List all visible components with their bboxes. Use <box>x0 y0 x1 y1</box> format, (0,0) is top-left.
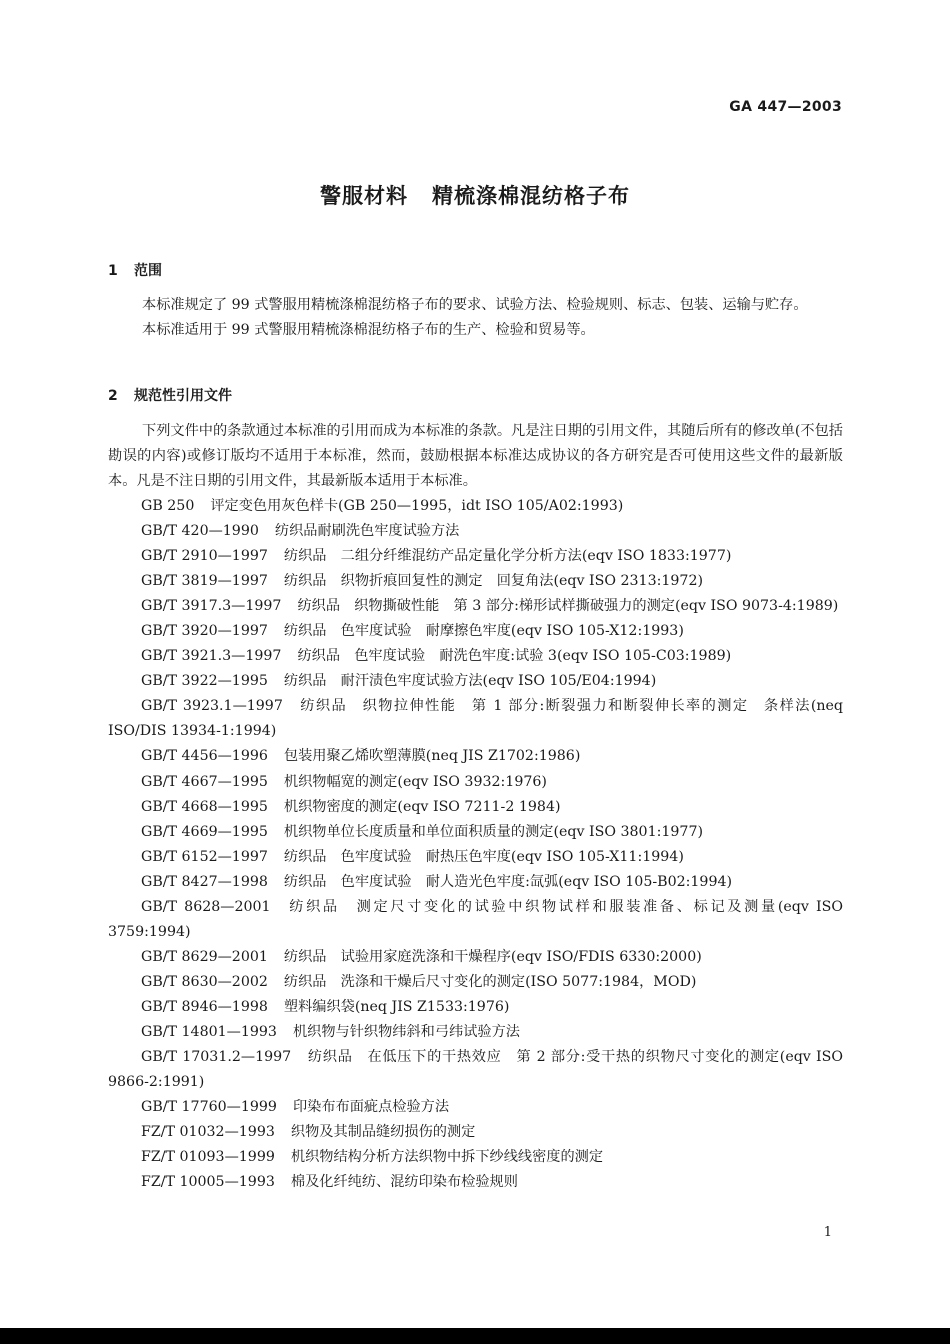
reference-item <box>108 770 843 795</box>
section-heading-scope <box>108 260 162 280</box>
section-title: 规范性引用文件 <box>134 388 232 404</box>
reference-title: 机织物结构分析方法织物中拆下纱线线密度的测定 <box>290 1149 604 1166</box>
reference-item <box>108 870 843 895</box>
reference-title: 纺织品 试验用家庭洗涤和干燥程序(eqv ISO/FDIS 6330:2000) <box>283 948 702 965</box>
reference-title: 纺织品 洗涤和干燥后尺寸变化的测定(ISO 5077:1984，MOD) <box>283 973 697 990</box>
reference-title: 机织物密度的测定(eqv ISO 7211-2 1984) <box>283 798 561 815</box>
reference-item <box>108 594 843 619</box>
title-part-2: 精梳涤棉混纺格子布 <box>432 184 630 208</box>
reference-item <box>108 644 843 669</box>
reference-code: GB/T 4667—1995 <box>141 773 268 790</box>
reference-item <box>108 945 843 970</box>
section-number: 1 <box>108 263 118 279</box>
reference-code: GB/T 17760—1999 <box>141 1099 277 1116</box>
reference-item <box>108 1045 843 1095</box>
paragraph: 下列文件中的条款通过本标准的引用而成为本标准的条款。凡是注日期的引用文件，其随后所有的修改单(不包括勘误的内容)或修订版均不适用于本标准，然而，鼓励根据本标准达成协议的各方研究是否可使用这些文件的最新版本。凡是不注日期的引用文件，其最新版本适用于本标准。 <box>108 423 843 489</box>
paragraph: 本标准适用于 99 式警服用精梳涤棉混纺格子布的生产、检验和贸易等。 <box>142 322 595 338</box>
reference-item <box>108 694 843 744</box>
reference-title: 纺织品 色牢度试验 耐人造光色牢度:氙弧(eqv ISO 105-B02:1994) <box>283 873 733 890</box>
reference-code: GB/T 4669—1995 <box>141 823 268 840</box>
reference-title: 纺织品 织物撕破性能 第 3 部分:梯形试样撕破强力的测定(eqv ISO 9073-4:1989) <box>297 598 839 615</box>
reference-code: GB/T 3819—1997 <box>141 573 268 590</box>
reference-item <box>108 519 843 544</box>
section-title: 范围 <box>134 263 162 279</box>
scope-body <box>108 293 843 343</box>
reference-item <box>108 1095 843 1120</box>
reference-title: 棉及化纤纯纺、混纺印染布检验规则 <box>290 1174 518 1191</box>
reference-code: FZ/T 10005—1993 <box>141 1174 275 1191</box>
reference-list <box>108 494 843 1195</box>
reference-title: 机织物与针织物纬斜和弓纬试验方法 <box>292 1023 520 1040</box>
reference-item <box>108 1170 843 1195</box>
section-heading-normative-references <box>108 385 232 405</box>
reference-item <box>108 1145 843 1170</box>
reference-item <box>108 744 843 769</box>
reference-title: 纺织品 耐汗渍色牢度试验方法(eqv ISO 105/E04:1994) <box>283 673 657 690</box>
reference-code: GB/T 8628—2001 <box>141 898 271 915</box>
reference-code: GB/T 8629—2001 <box>141 948 268 965</box>
reference-title: 印染布布面疵点检验方法 <box>292 1099 450 1116</box>
reference-code: FZ/T 01093—1999 <box>141 1149 275 1166</box>
reference-item <box>108 895 843 945</box>
reference-item <box>108 795 843 820</box>
reference-title: 纺织品 色牢度试验 耐热压色牢度(eqv ISO 105-X11:1994) <box>283 848 684 865</box>
reference-code: GB/T 3920—1997 <box>141 623 268 640</box>
reference-code: GB/T 6152—1997 <box>141 848 268 865</box>
references-intro <box>108 419 843 494</box>
page-number: 1 <box>823 1225 832 1240</box>
reference-title: 机织物单位长度质量和单位面积质量的测定(eqv ISO 3801:1977) <box>283 823 704 840</box>
reference-code: GB/T 3923.1—1997 <box>141 698 283 715</box>
reference-code: GB/T 3922—1995 <box>141 673 268 690</box>
reference-item <box>108 544 843 569</box>
reference-item <box>108 970 843 995</box>
reference-code: GB/T 3921.3—1997 <box>141 648 282 665</box>
paragraph: 本标准规定了 99 式警服用精梳涤棉混纺格子布的要求、试验方法、检验规则、标志、包装、运输与贮存。 <box>142 297 808 313</box>
reference-title: 包装用聚乙烯吹塑薄膜(neq JIS Z1702:1986) <box>283 748 581 765</box>
reference-item <box>108 1020 843 1045</box>
reference-item <box>108 569 843 594</box>
reference-code: GB/T 8946—1998 <box>141 998 268 1015</box>
reference-item <box>108 619 843 644</box>
standard-code: GA 447—2003 <box>729 99 842 115</box>
reference-title: 纺织品 色牢度试验 耐洗色牢度:试验 3(eqv ISO 105-C03:1989) <box>297 648 732 665</box>
reference-item <box>108 820 843 845</box>
reference-item <box>108 494 843 519</box>
reference-title: 纺织品耐刷洗色牢度试验方法 <box>274 523 460 540</box>
reference-item <box>108 669 843 694</box>
reference-title: 纺织品 在低压下的干热效应 第 2 部分:受干热的织物尺寸变化的测定(eqv ISO 9866-2:1991) <box>108 1049 843 1091</box>
reference-item <box>108 995 843 1020</box>
reference-title: 机织物幅宽的测定(eqv ISO 3932:1976) <box>283 773 547 790</box>
reference-title: 纺织品 色牢度试验 耐摩擦色牢度(eqv ISO 105-X12:1993) <box>283 623 684 640</box>
reference-item <box>108 845 843 870</box>
reference-title: 纺织品 织物拉伸性能 第 1 部分:断裂强力和断裂伸长率的测定 条样法(neq ISO/DIS 13934-1:1994) <box>108 698 843 740</box>
reference-code: GB/T 14801—1993 <box>141 1023 277 1040</box>
reference-code: GB/T 8427—1998 <box>141 873 268 890</box>
reference-title: 纺织品 织物折痕回复性的测定 回复角法(eqv ISO 2313:1972) <box>283 573 704 590</box>
reference-title: 评定变色用灰色样卡(GB 250—1995，idt ISO 105/A02:1993) <box>210 498 624 514</box>
reference-code: GB/T 4668—1995 <box>141 798 268 815</box>
title-part-1: 警服材料 <box>320 184 408 208</box>
reference-title: 纺织品 二组分纤维混纺产品定量化学分析方法(eqv ISO 1833:1977) <box>283 548 732 565</box>
reference-title: 塑料编织袋(neq JIS Z1533:1976) <box>283 998 510 1015</box>
reference-code: GB/T 2910—1997 <box>141 548 268 565</box>
reference-item <box>108 1120 843 1145</box>
reference-title: 织物及其制品缝纫损伤的测定 <box>290 1124 476 1141</box>
reference-code: GB/T 17031.2—1997 <box>141 1049 292 1066</box>
section-number: 2 <box>108 388 118 404</box>
document-title <box>0 180 950 210</box>
reference-code: FZ/T 01032—1993 <box>141 1124 275 1141</box>
scan-bottom-border <box>0 1328 950 1344</box>
reference-code: GB/T 3917.3—1997 <box>141 598 282 615</box>
reference-code: GB/T 420—1990 <box>141 523 259 540</box>
reference-code: GB/T 8630—2002 <box>141 973 268 990</box>
reference-code: GB 250 <box>141 498 195 514</box>
reference-code: GB/T 4456—1996 <box>141 748 268 765</box>
reference-title: 纺织品 测定尺寸变化的试验中织物试样和服装准备、标记及测量(eqv ISO 3759:1994) <box>108 898 843 940</box>
